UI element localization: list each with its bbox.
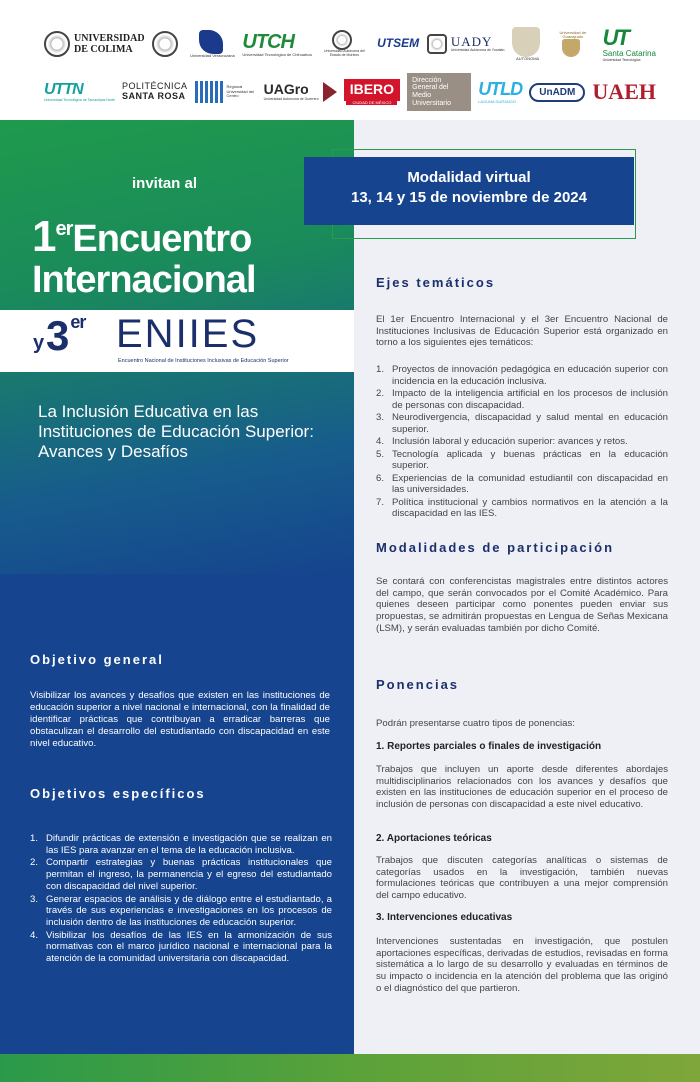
utsc-line1: Santa Catarina	[602, 48, 656, 58]
objetivo-general-text: Visibilizar los avances y desafíos que existen en las instituciones de educación superior a nivel nacional e internacional, con la finalidad de identificar prácticas que contribuyan a erradicar barreras que obstaculizan el desarrollo del estudiantado con discapacidad en este nivel educativo.	[30, 690, 330, 749]
ponencias-intro: Podrán presentarse cuatro tipos de ponencias:	[376, 718, 575, 729]
first-encuentro-title	[32, 212, 256, 301]
list-item-text: Compartir estrategias y buenas prácticas institucionales que permitan el ingreso, la permanencia y el egreso del estudiantado con discapacidad del nivel superior.	[46, 857, 332, 892]
list-item	[30, 857, 332, 892]
politecnica-line1: POLITÉCNICA	[121, 81, 188, 92]
list-item-number: 4.	[376, 436, 385, 447]
logo-veracruzana	[190, 30, 235, 58]
first-line1: Encuentro	[72, 218, 252, 260]
uaem-label: Universidad Autónoma del Estado de Morelos	[323, 49, 365, 57]
logo-uttn	[44, 81, 115, 102]
logo-row-1	[44, 24, 656, 64]
ibero-mark: IBERO	[344, 79, 400, 100]
list-item	[376, 436, 668, 448]
guanajuato-crest-icon	[562, 39, 580, 57]
colima-line2: DE COLIMA	[74, 44, 133, 55]
ponencia-type-2-text: Trabajos que discuten categorías analíticas o sistemas de categorías usados en la investigación, también nuevas formulaciones teóricas que contribuyen a una mejor comprensión del campo educativo.	[376, 855, 668, 902]
list-item-text: Proyectos de innovación pedagógica en educación superior con incidencia en la educación inclusiva.	[392, 364, 668, 387]
list-item-number: 1.	[30, 833, 39, 844]
eniies-subtitle: Encuentro Nacional de Instituciones Inclusivas de Educación Superior	[118, 358, 289, 364]
ejes-list	[376, 364, 668, 521]
logo-utsem	[377, 37, 419, 50]
eniies-third	[46, 312, 85, 360]
ejes-heading: Ejes temáticos	[376, 275, 496, 290]
list-item	[30, 930, 332, 965]
objetivo-general-heading: Objetivo general	[30, 652, 164, 667]
logo-universidad-de-colima	[44, 31, 145, 57]
ponencia-type-1-text: Trabajos que incluyen un aporte desde diferentes abordajes multidisciplinarios relacionados con los avances y desafíos que existen en las instituciones de educación superior en el proceso de inclusión de personas con discapacidad a este nivel educativo.	[376, 764, 668, 811]
logo-utch	[242, 31, 311, 57]
logo-politecnica-santa-rosa	[122, 82, 188, 102]
modalidad-dates: 13, 14 y 15 de noviembre de 2024	[351, 189, 587, 206]
list-item-text: Neurodivergencia, discapacidad y salud mental en educación superior.	[392, 412, 668, 435]
list-item-number: 6.	[376, 472, 385, 484]
list-item-text: Difundir prácticas de extensión e investigación que se realizan en las IES para avanzar en el tema de la educación inclusiva.	[46, 833, 332, 856]
autonoma-label: AUTÓNOMA	[516, 55, 540, 61]
modalidad-line1: Modalidad virtual	[407, 169, 531, 186]
logo-row-2	[44, 74, 656, 110]
veracruzana-flame-icon	[199, 30, 223, 54]
list-item	[376, 497, 668, 520]
politecnica-line2: SANTA ROSA	[121, 91, 186, 101]
list-item-text: Política institucional y cambios normativos en la atención a la discapacidad en las IES.	[392, 496, 668, 519]
list-item-number: 3.	[30, 893, 39, 905]
unadm-mark: UnADM	[529, 83, 585, 102]
list-item-text: Inclusión laboral y educación superior: avances y retos.	[392, 436, 628, 447]
list-item	[30, 833, 332, 856]
veracruzana-label: Universidad Veracruzana	[189, 52, 235, 58]
logo-dgmu	[407, 73, 471, 112]
autonoma-crest-icon	[512, 27, 540, 57]
list-item-number: 2.	[30, 857, 39, 869]
logo-uaem	[319, 30, 369, 58]
list-item-number: 1.	[376, 364, 385, 375]
list-item-number: 2.	[376, 388, 385, 399]
list-item	[376, 364, 668, 387]
logo-ibero	[344, 79, 400, 105]
modalidades-text: Se contará con conferencistas magistrales entre distintos actores del campo, que serán convocados por el Comité Académico. Para quienes deseen participar como ponentes pueden enviar sus propuestas, se admitirán propuestas en Lengua de Señas Mexicana (LSM), y serán evaluadas también por dicho Comité.	[376, 576, 668, 634]
logo-ut-santa-catarina	[603, 26, 656, 63]
utsc-line2: Universidad Tecnológica	[602, 57, 641, 62]
eniies-num: 3	[46, 312, 69, 359]
logo-regional-university	[195, 81, 257, 103]
event-title-block	[0, 120, 354, 574]
uady-sub: Universidad Autónoma de Yucatán	[450, 48, 505, 53]
utsc-mark: UT	[602, 24, 628, 50]
list-item-number: 7.	[376, 496, 385, 508]
ponencia-type-2-title: 2. Aportaciones teóricas	[376, 833, 492, 844]
list-item-number: 4.	[30, 929, 39, 941]
list-item	[376, 388, 668, 411]
objetivos-especificos-list	[30, 833, 332, 966]
invitan-text: invitan al	[132, 175, 198, 192]
logo-uagro	[264, 82, 337, 102]
list-item	[376, 449, 668, 472]
regional-mark-icon	[195, 81, 223, 103]
utsem-mark: UTSEM	[377, 36, 420, 51]
logo-uaeh	[592, 80, 656, 104]
unam-seal-icon	[152, 31, 178, 57]
list-item-text: Experiencias de la comunidad estudiantil con discapacidad en las universidades.	[392, 472, 668, 495]
uady-shield-icon	[427, 34, 447, 54]
first-sup: er	[55, 218, 73, 240]
uagro-mark: UAGro	[263, 81, 309, 98]
logo-unadm	[529, 83, 585, 102]
left-column	[0, 120, 354, 1054]
modalidades-heading: Modalidades de participación	[376, 540, 615, 555]
guanajuato-label: Universidad de Guanajuato	[559, 29, 587, 39]
bottom-color-bar	[0, 1054, 700, 1082]
utld-mark: UTLD	[478, 78, 523, 99]
logo-guanajuato	[551, 31, 595, 58]
list-item	[376, 473, 668, 496]
list-item-text: Visibilizar los desafíos de las IES en la armonización de sus normativas con el marco jurídico nacional e internacional para la atención de la comunidad universitaria con discapacidad.	[46, 929, 332, 965]
logo-unam	[152, 31, 182, 57]
logo-uady	[427, 34, 505, 54]
utld-sub: LAGUNA DURANGO	[478, 98, 516, 104]
ponencia-type-1-title: 1. Reportes parciales o finales de investigación	[376, 741, 602, 752]
colima-seal-icon	[44, 31, 70, 57]
modalidad-box	[304, 157, 634, 225]
uagro-chevron-icon	[323, 82, 337, 102]
uaeh-mark: UAEH	[592, 78, 656, 104]
eniies-logo-word: ENIIES	[116, 312, 260, 356]
logo-autonoma	[512, 27, 543, 61]
ejes-intro: El 1er Encuentro Internacional y el 3er Encuentro Nacional de Instituciones Inclusivas de Educación Superior está organizado en torno a los siguientes ejes temáticos:	[376, 314, 668, 349]
first-num: 1	[32, 212, 56, 261]
left-navy-panel	[0, 574, 354, 1054]
list-item-text: Impacto de la inteligencia artificial en los procesos de inclusión de personas con discapacidad.	[392, 388, 668, 411]
objetivos-especificos-heading: Objetivos específicos	[30, 786, 206, 801]
uady-mark: UADY	[450, 33, 493, 49]
ponencia-type-3-text: Intervenciones sustentadas en investigación, que postulen aportaciones específicas, derivadas de estudios, revisadas en forma sistemática a lo largo de su desarrollo y evaluadas en términos de su impacto o incidencia en la atención del problema que las originó o el diagnóstico del que partieron.	[376, 936, 668, 994]
ponencia-type-3-title: 3. Intervenciones educativas	[376, 912, 513, 923]
ponencias-heading: Ponencias	[376, 677, 460, 692]
list-item-number: 5.	[376, 448, 385, 460]
regional-label: Regional Universidad del Centro	[226, 84, 255, 99]
conference-title: La Inclusión Educativa en las Instituciones de Educación Superior: Avances y Desafíos	[38, 402, 314, 462]
list-item-text: Generar espacios de análisis y de diálogo entre el estudiantado, a través de sus experiencias e investigaciones en los procesos de inclusión dentro de las instituciones de educación superior.	[46, 893, 332, 928]
uaem-seal-icon	[332, 30, 352, 50]
uttn-sub: Universidad Tecnológica de Tamaulipas Norte	[44, 97, 115, 102]
list-item-text: Tecnología aplicada y buenas prácticas en la educación superior.	[392, 448, 668, 471]
logo-utld	[478, 80, 522, 104]
logo-strip	[0, 0, 700, 120]
list-item-number: 3.	[376, 412, 385, 423]
uttn-mark: UTTN	[44, 81, 83, 99]
first-line2: Internacional	[32, 259, 256, 301]
eniies-sup: er	[70, 312, 86, 332]
dgmu-label: Dirección General del Medio Universitario	[407, 73, 471, 112]
ibero-sub: CIUDAD DE MÉXICO	[346, 101, 397, 105]
list-item	[376, 412, 668, 435]
list-item	[30, 894, 332, 929]
eniies-y: y	[33, 332, 45, 354]
colima-line1: UNIVERSIDAD	[74, 33, 145, 44]
utch-mark: UTCH	[242, 30, 294, 53]
utch-sub: Universidad Tecnológica de Chihuahua	[242, 51, 312, 57]
uagro-sub: Universidad Autónoma de Guerrero	[263, 96, 319, 101]
